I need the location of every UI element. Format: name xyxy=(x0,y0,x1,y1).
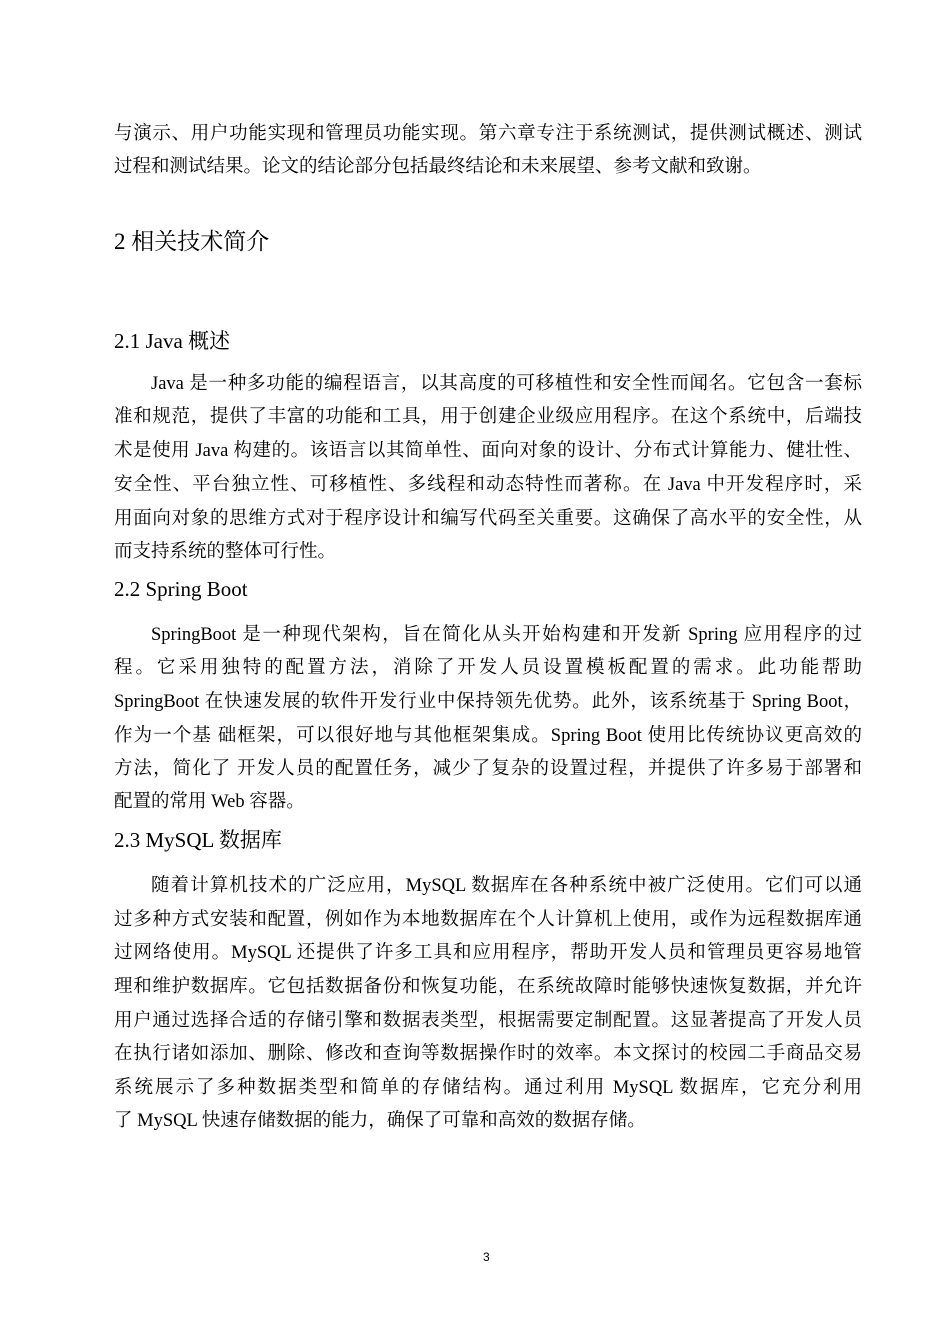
paragraph-line: SpringBoot 在快速发展的软件开发行业中保持领先优势。此外，该系统基于 Spring Boot， xyxy=(114,692,862,712)
page-number: 3 xyxy=(483,1250,490,1264)
paragraph-line: Java 是一种多功能的编程语言，以其高度的可移植性和安全性而闻名。它包含一套标 xyxy=(151,374,863,394)
paragraph-line: 配置的常用 Web 容器。 xyxy=(114,792,305,812)
section-heading: 2.3 MySQL 数据库 xyxy=(114,828,282,852)
paragraph-line: 随着计算机技术的广泛应用，MySQL 数据库在各种系统中被广泛使用。它们可以通 xyxy=(151,876,862,896)
chapter-heading: 2 相关技术简介 xyxy=(114,229,270,254)
paragraph-line: 过程和测试结果。论文的结论部分包括最终结论和未来展望、参考文献和致谢。 xyxy=(114,157,762,177)
paragraph-line: 作为一个基 础框架，可以很好地与其他框架集成。Spring Boot 使用比传统协议更高效的 xyxy=(114,726,862,746)
paragraph-line: 了 MySQL 快速存储数据的能力，确保了可靠和高效的数据存储。 xyxy=(114,1111,646,1131)
paragraph-line: 理和维护数据库。它包括数据备份和恢复功能，在系统故障时能够快速恢复数据，并允许 xyxy=(114,977,862,997)
paragraph-line: 方法，简化了 开发人员的配置任务，减少了复杂的设置过程，并提供了许多易于部署和 xyxy=(114,759,862,779)
paragraph-line: SpringBoot 是一种现代架构，旨在简化从头开始构建和开发新 Spring 应用程序的过 xyxy=(151,625,862,645)
paragraph-line: 程。它采用独特的配置方法，消除了开发人员设置模板配置的需求。此功能帮助 xyxy=(114,658,862,678)
paragraph-line: 与演示、用户功能实现和管理员功能实现。第六章专注于系统测试，提供测试概述、测试 xyxy=(114,124,862,144)
paragraph-line: 而支持系统的整体可行性。 xyxy=(114,542,337,562)
paragraph-line: 安全性、平台独立性、可移植性、多线程和动态特性而著称。在 Java 中开发程序时，采 xyxy=(114,475,862,495)
paragraph-line: 系统展示了多种数据类型和简单的存储结构。通过利用 MySQL 数据库，它充分利用 xyxy=(114,1078,862,1098)
section-heading: 2.1 Java 概述 xyxy=(114,329,231,353)
paragraph-line: 准和规范，提供了丰富的功能和工具，用于创建企业级应用程序。在这个系统中，后端技 xyxy=(114,407,862,427)
paragraph-line: 用户通过选择合适的存储引擎和数据表类型，根据需要定制配置。这显著提高了开发人员 xyxy=(114,1011,862,1031)
paragraph-line: 在执行诸如添加、删除、修改和查询等数据操作时的效率。本文探讨的校园二手商品交易 xyxy=(114,1044,862,1064)
paragraph-line: 过网络使用。MySQL 还提供了许多工具和应用程序，帮助开发人员和管理员更容易地管 xyxy=(114,943,862,963)
section-heading: 2.2 Spring Boot xyxy=(114,577,248,601)
paragraph-line: 术是使用 Java 构建的。该语言以其简单性、面向对象的设计、分布式计算能力、健壮性、 xyxy=(114,441,862,461)
paragraph-line: 用面向对象的思维方式对于程序设计和编写代码至关重要。这确保了高水平的安全性，从 xyxy=(114,509,862,529)
paragraph-line: 过多种方式安装和配置，例如作为本地数据库在个人计算机上使用，或作为远程数据库通 xyxy=(114,910,862,930)
